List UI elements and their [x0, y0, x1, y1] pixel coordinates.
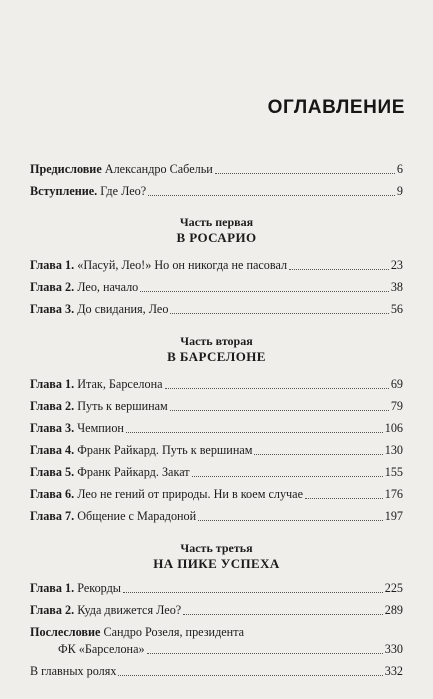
page-number: 130 [384, 443, 403, 457]
page-number: 23 [390, 258, 403, 272]
toc-entry-chapter[interactable] [30, 603, 403, 618]
entry-label: Глава 1. [30, 581, 75, 595]
page-number: 79 [390, 399, 403, 413]
entry-title: ФК «Барселона» [58, 642, 145, 656]
page-number: 6 [396, 162, 403, 176]
page-number: 106 [384, 421, 403, 435]
toc-entry-chapter[interactable] [30, 280, 403, 295]
page-number: 56 [390, 302, 403, 316]
entry-title: Где Лео? [97, 184, 147, 198]
entry-title: В главных ролях [30, 664, 117, 678]
entry-title: Александро Сабельи [101, 162, 213, 176]
page-number: 289 [384, 603, 403, 617]
entry-label: Глава 2. [30, 603, 75, 617]
dot-leader [165, 388, 389, 389]
part-heading-3 [30, 541, 403, 571]
part-number: Часть вторая [180, 334, 253, 348]
entry-title: Путь к вершинам [74, 399, 168, 413]
toc-entry-chapter[interactable] [30, 258, 403, 273]
entry-label: Глава 1. [30, 258, 75, 272]
dot-leader [147, 653, 383, 654]
entry-label: Глава 4. [30, 443, 75, 457]
page-number: 332 [384, 664, 403, 678]
part-heading-2 [30, 334, 403, 364]
page-number: 176 [384, 487, 403, 501]
entry-title: «Пасуй, Лео!» Но он никогда не пасовал [74, 258, 288, 272]
page-number: 225 [384, 581, 403, 595]
toc-entry-chapter[interactable] [30, 465, 403, 480]
part-title: В БАРСЕЛОНЕ [167, 349, 266, 364]
entry-label: Послесловие [30, 625, 101, 639]
toc-entry-chapter[interactable] [30, 302, 403, 317]
dot-leader [170, 410, 389, 411]
toc-entry-preface[interactable] [30, 162, 403, 177]
dot-leader [118, 675, 382, 676]
toc-entry-roles[interactable] [30, 664, 403, 679]
dot-leader [289, 269, 389, 270]
entry-label: Глава 1. [30, 377, 75, 391]
toc-entry-afterword[interactable] [30, 625, 403, 640]
dot-leader [305, 498, 383, 499]
toc-entry-introduction[interactable] [30, 184, 403, 199]
toc-entry-afterword-continued[interactable] [58, 642, 403, 657]
toc-entry-chapter[interactable] [30, 581, 403, 596]
entry-label: Глава 6. [30, 487, 75, 501]
entry-title: Лео не гений от природы. Ни в коем случае [74, 487, 303, 501]
entry-title: Рекорды [74, 581, 121, 595]
dot-leader [183, 614, 383, 615]
toc-entry-chapter[interactable] [30, 443, 403, 458]
dot-leader [126, 432, 383, 433]
part-title: В РОСАРИО [176, 230, 257, 245]
page-heading: ОГЛАВЛЕНИЕ [267, 97, 405, 118]
dot-leader [192, 476, 383, 477]
entry-label: Глава 2. [30, 280, 75, 294]
entry-label: Глава 5. [30, 465, 75, 479]
toc-entry-chapter[interactable] [30, 509, 403, 524]
entry-title: Чемпион [74, 421, 124, 435]
entry-title: Франк Райкард. Закат [74, 465, 190, 479]
toc-entry-chapter[interactable] [30, 399, 403, 414]
dot-leader [148, 195, 395, 196]
entry-title: До свидания, Лео [74, 302, 169, 316]
entry-label: Предисловие [30, 162, 102, 176]
toc-entry-chapter[interactable] [30, 421, 403, 436]
part-heading-1 [30, 215, 403, 245]
page-number: 155 [384, 465, 403, 479]
entry-label: Глава 3. [30, 421, 75, 435]
dot-leader [170, 313, 388, 314]
dot-leader [215, 173, 395, 174]
entry-title: Итак, Барселона [74, 377, 163, 391]
entry-label: Глава 7. [30, 509, 75, 523]
part-number: Часть первая [179, 215, 254, 229]
entry-title: Лео, начало [74, 280, 139, 294]
entry-title: Франк Райкард. Путь к вершинам [74, 443, 253, 457]
show-through-text [18, 0, 415, 150]
part-number: Часть третья [180, 541, 253, 555]
dot-leader [198, 520, 383, 521]
entry-label: Вступление. [30, 184, 98, 198]
part-title: НА ПИКЕ УСПЕХА [153, 556, 280, 571]
page-number: 38 [390, 280, 403, 294]
entry-title: Общение с Марадоной [74, 509, 197, 523]
page-number: 9 [396, 184, 403, 198]
toc-entry-chapter[interactable] [30, 487, 403, 502]
dot-leader [123, 592, 383, 593]
entry-title: Сандро Розеля, президента [100, 625, 245, 639]
entry-label: Глава 3. [30, 302, 75, 316]
entry-title: Куда движется Лео? [74, 603, 182, 617]
page-number: 330 [384, 642, 403, 656]
entry-label: Глава 2. [30, 399, 75, 413]
toc-entry-chapter[interactable] [30, 377, 403, 392]
page-number: 197 [384, 509, 403, 523]
dot-leader [254, 454, 382, 455]
page-number: 69 [390, 377, 403, 391]
dot-leader [140, 291, 389, 292]
